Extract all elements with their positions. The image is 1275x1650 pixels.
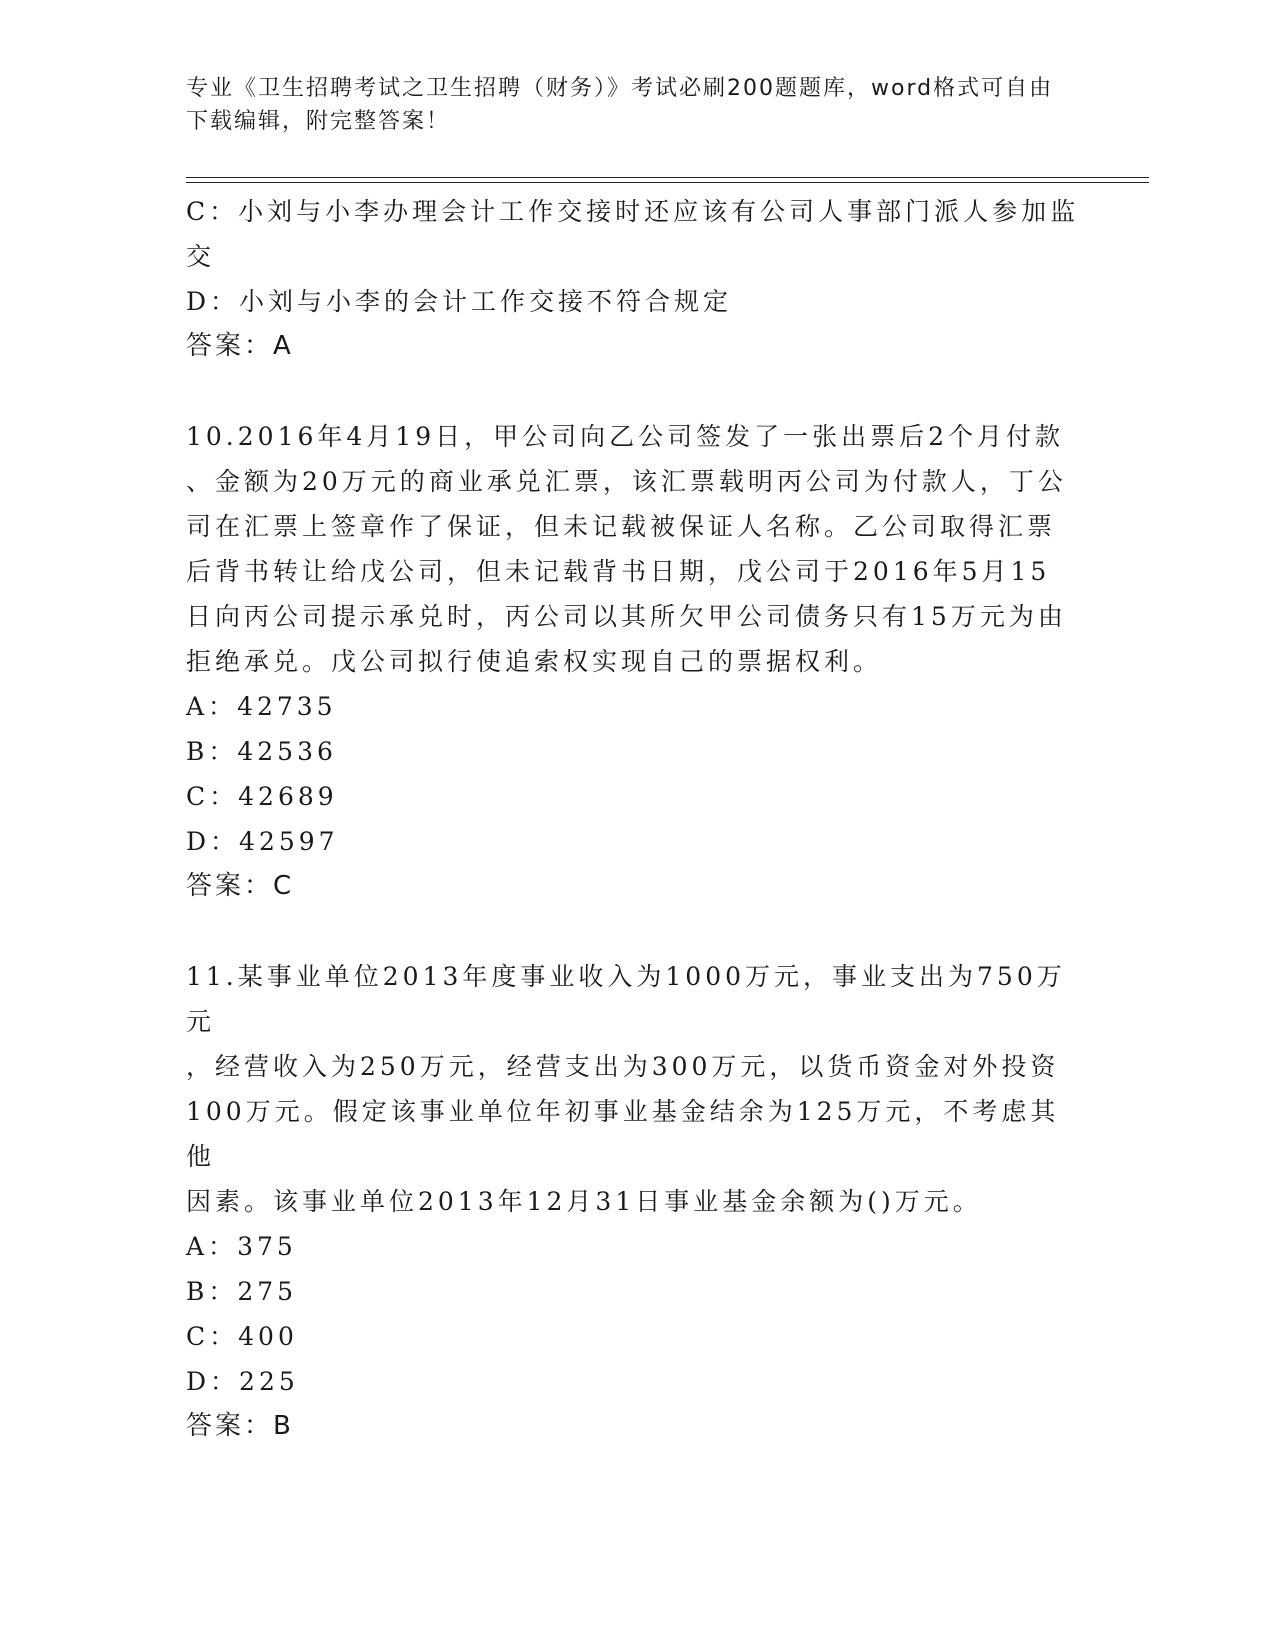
stem-line: 10.2016年4月19日，甲公司向乙公司签发了一张出票后2个月付款 [186, 422, 1065, 451]
stem-line: 拒绝承兑。戊公司拟行使追索权实现自己的票据权利。 [186, 647, 883, 676]
option-b [186, 1269, 1086, 1314]
option-a [186, 1224, 1086, 1269]
option-label: D： [186, 827, 240, 856]
option-label: C： [186, 1322, 239, 1351]
option-a [186, 684, 1086, 729]
option-label: A： [186, 692, 238, 721]
option-c [186, 774, 1086, 819]
spacer [186, 369, 1086, 414]
stem-line: 因素。该事业单位2013年12月31日事业基金余额为()万元。 [186, 1187, 982, 1216]
prev-question [186, 189, 1086, 369]
option-text: 375 [237, 1232, 297, 1261]
option-text: 小刘与小李的会计工作交接不符合规定 [239, 287, 733, 316]
option-label: A： [186, 1232, 238, 1261]
option-c [186, 189, 1086, 279]
stem-line: 后背书转让给戊公司，但未记载背书日期，戊公司于2016年5月15 [186, 557, 1051, 586]
option-c [186, 1314, 1086, 1359]
option-text: 225 [239, 1367, 299, 1396]
question-stem [186, 954, 1086, 1224]
answer: 答案：B [186, 1411, 294, 1441]
stem-line: 11.某事业单位2013年度事业收入为1000万元，事业支出为750万元 [186, 962, 1066, 1036]
question-10 [186, 414, 1086, 909]
option-text: 42536 [237, 737, 337, 766]
option-d [186, 819, 1086, 864]
stem-line: ，经营收入为250万元，经营支出为300万元，以货币资金对外投资 [186, 1052, 1060, 1081]
option-label: C： [186, 197, 239, 226]
option-text: 42597 [239, 827, 339, 856]
option-text: 小刘与小李办理会计工作交接时还应该有公司人事部门派人参加监交 [186, 197, 1080, 271]
stem-line: 司在汇票上签章作了保证，但未记载被保证人名称。乙公司取得汇票 [186, 512, 1057, 541]
document-body [186, 189, 1086, 1449]
option-text: 42735 [237, 692, 337, 721]
option-label: D： [186, 1367, 240, 1396]
option-text: 42689 [238, 782, 338, 811]
option-text: 275 [237, 1277, 298, 1306]
page-header: 专业《卫生招聘考试之卫生招聘（财务）》考试必刷200题题库，word格式可自由下载编辑，附完整答案！ [186, 76, 1054, 134]
question-11 [186, 954, 1086, 1449]
option-d [186, 1359, 1086, 1404]
option-b [186, 729, 1086, 774]
stem-line: 、金额为20万元的商业承兑汇票，该汇票载明丙公司为付款人，丁公 [186, 467, 1067, 496]
option-label: B： [186, 1277, 238, 1306]
header-divider [186, 177, 1149, 183]
answer: 答案：C [186, 871, 295, 901]
option-label: C： [186, 782, 239, 811]
answer: 答案：A [186, 331, 294, 361]
stem-line: 100万元。假定该事业单位年初事业基金结余为125万元，不考虑其他 [186, 1097, 1060, 1171]
option-label: D： [186, 287, 240, 316]
option-text: 400 [238, 1322, 298, 1351]
option-label: B： [186, 737, 238, 766]
question-stem [186, 414, 1086, 684]
spacer [186, 909, 1086, 954]
stem-line: 日向丙公司提示承兑时，丙公司以其所欠甲公司债务只有15万元为由 [186, 602, 1067, 631]
option-d [186, 279, 1086, 324]
